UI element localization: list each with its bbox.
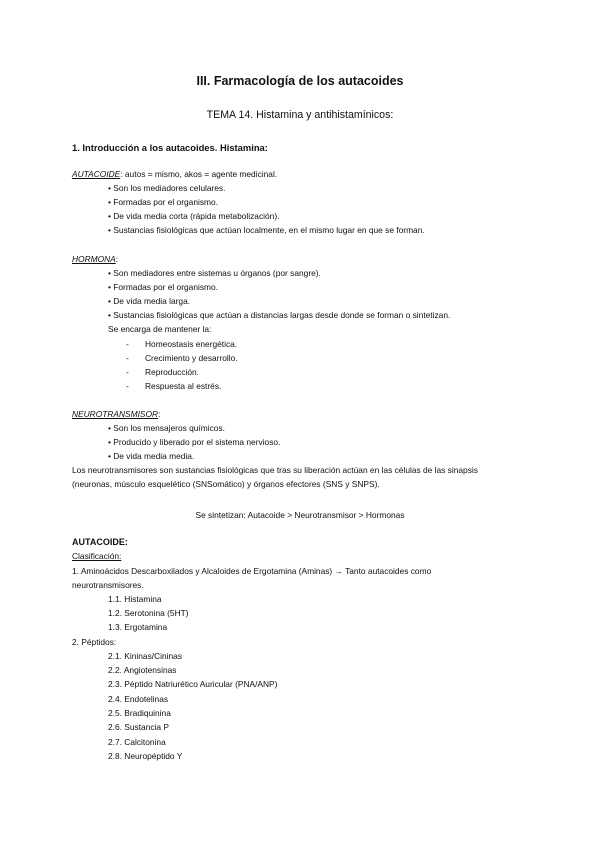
hormona-bullet: • Formadas por el organismo. [108, 282, 218, 292]
hormona-bullet: • Sustancias fisiológicas que actúan a distancias largas desde donde se forman o sintetizan. [108, 310, 451, 320]
section-heading: 1. Introducción a los autacoides. Histamina: [72, 142, 268, 153]
neuro-paragraph-line: Los neurotransmisores son sustancias fisiológicas que tras su liberación actúan en las células de las sinapsis [72, 465, 478, 475]
hormona-dash-item: - Reproducción. [126, 367, 200, 377]
group-2-item: 2.4. Endotelinas [108, 694, 169, 704]
hormona-dash-item: - Crecimiento y desarrollo. [126, 353, 238, 363]
group-2-item: 2.2. Angiotensinas [108, 665, 177, 675]
neuro-bullet: • Son los mensajeros químicos. [108, 423, 225, 433]
hormona-intro: Se encarga de mantener la: [108, 324, 212, 334]
group-1-heading-cont: neurotransmisores. [72, 580, 144, 590]
neuro-bullet: • Producido y liberado por el sistema nervioso. [108, 437, 281, 447]
neuro-paragraph-line: (neuronas, músculo esquelético (SNSomático) y órganos efectores (SNS y SNPS). [72, 479, 380, 489]
classification-label: Clasificación: [72, 551, 122, 561]
group-1-item: 1.3. Ergotamina [108, 622, 168, 632]
autacoide-bullet: • Son los mediadores celulares. [108, 183, 226, 193]
hormona-dash-item: - Respuesta al estrés. [126, 381, 222, 391]
synthesis-order: Se sintetizan: Autacoide > Neurotransmisor > Hormonas [195, 510, 405, 520]
group-2-item: 2.3. Péptido Natriurético Auricular (PNA/ANP) [108, 679, 278, 689]
hormona-heading: HORMONA: [72, 254, 119, 264]
hormona-bullet: • Son mediadores entre sistemas u órganos (por sangre). [108, 268, 321, 278]
page-title: III. Farmacología de los autacoides [196, 74, 404, 88]
autacoide-bullet: • Sustancias fisiológicas que actúan localmente, en el mismo lugar en que se forman. [108, 225, 425, 235]
hormona-bullet: • De vida media larga. [108, 296, 191, 306]
neuro-bullet: • De vida media media. [108, 451, 195, 461]
group-2-item: 2.1. Kininas/Cininas [108, 651, 183, 661]
neuro-term: NEUROTRANSMISOR [72, 409, 159, 419]
autacoide-term: AUTACOIDE [72, 169, 121, 179]
autacoide-bullet: • De vida media corta (rápida metabolización). [108, 211, 280, 221]
group-2-item: 2.7. Calcitonina [108, 737, 166, 747]
hormona-term: HORMONA [72, 254, 116, 264]
group-2-item: 2.5. Bradiquinina [108, 708, 171, 718]
autacoide-bullet: • Formadas por el organismo. [108, 197, 218, 207]
hormona-dash-item: - Homeostasis energética. [126, 339, 238, 349]
group-2-item: 2.6. Sustancia P [108, 722, 169, 732]
autacoide-definition [72, 169, 277, 180]
group-2-item: 2.8. Neuropéptido Y [108, 751, 183, 761]
neuro-heading: NEUROTRANSMISOR: [72, 409, 161, 419]
group-1-heading: 1. Aminoácidos Descarboxilados y Alcaloides de Ergotamina (Aminas) → Tanto autacoides como [72, 566, 432, 576]
group-2-heading: 2. Péptidos: [72, 637, 117, 647]
topic-title: TEMA 14. Histamina y antihistamínicos: [206, 109, 394, 121]
autacoide-def: : autos = mismo, akos = agente medicinal. [120, 169, 278, 179]
autacoide-classification-heading: AUTACOIDE: [72, 537, 128, 547]
group-1-item: 1.2. Serotonina (5HT) [108, 608, 189, 618]
group-1-item: 1.1. Histamina [108, 594, 162, 604]
